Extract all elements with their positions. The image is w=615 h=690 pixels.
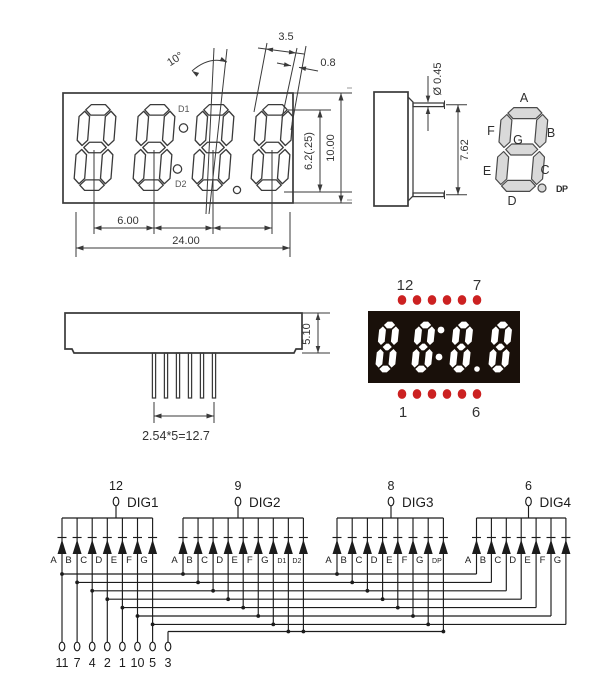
bottom-view-pin bbox=[212, 353, 215, 398]
segment-wire-label: E bbox=[524, 555, 531, 566]
junction-dot bbox=[426, 623, 430, 627]
colon-upper-label: D1 bbox=[178, 104, 190, 114]
digit-segment-b bbox=[221, 111, 234, 145]
digit-group-label: DIG2 bbox=[249, 495, 281, 510]
junction-dot bbox=[381, 597, 385, 601]
module-pin6-label: 6 bbox=[471, 404, 481, 421]
segment-label-c: C bbox=[540, 163, 550, 177]
side-view-pin-top bbox=[413, 103, 444, 107]
terminal-pin-number: 3 bbox=[164, 656, 172, 670]
overall-height-label: 10.00 bbox=[325, 134, 337, 162]
pin-pitch-label: 2.54*5=12.7 bbox=[142, 429, 210, 443]
junction-dot bbox=[90, 589, 94, 593]
led-anode-arrow bbox=[487, 540, 496, 555]
digit-common-pin-number: 6 bbox=[525, 479, 532, 493]
bottom-view-pin bbox=[188, 353, 191, 398]
terminal-pin-number: 2 bbox=[103, 656, 111, 670]
module-pin-dot bbox=[473, 295, 482, 305]
junction-dot bbox=[271, 623, 275, 627]
segment-wire-label: C bbox=[355, 555, 363, 566]
dim-arrowhead bbox=[426, 107, 431, 114]
terminal-pin-number: 10 bbox=[130, 656, 145, 670]
segment-wire-label: D2 bbox=[292, 558, 302, 565]
led-anode-arrow bbox=[103, 540, 112, 555]
led-anode-arrow bbox=[58, 540, 67, 555]
colon-lower-dot-outline bbox=[173, 165, 181, 173]
digit-segment-e bbox=[74, 150, 87, 184]
segment-wire-label: F bbox=[539, 555, 546, 566]
dim-arrowhead bbox=[456, 187, 461, 195]
dim-arrowhead bbox=[316, 313, 321, 320]
terminal-pin-number: 5 bbox=[149, 656, 157, 670]
module-bottom-pin-dots bbox=[398, 389, 482, 399]
led-anode-arrow bbox=[517, 540, 526, 555]
bottom-view-pin bbox=[164, 353, 167, 398]
digit-segment-d bbox=[256, 180, 281, 191]
led-anode-arrow bbox=[254, 540, 263, 555]
segment-wire-label: G bbox=[553, 555, 562, 566]
terminal-pin-number: 11 bbox=[55, 656, 69, 670]
module-pin-dot bbox=[458, 295, 467, 305]
dim-arrowhead bbox=[426, 96, 431, 103]
body-height-label: 5.10 bbox=[301, 323, 313, 345]
digit-common-pin-circle bbox=[526, 497, 532, 506]
digit-common-pin-number: 12 bbox=[109, 479, 123, 493]
terminal-pin-circle bbox=[165, 642, 171, 651]
digit-common-pin-circle bbox=[235, 497, 241, 506]
overall-width-label: 24.00 bbox=[172, 235, 200, 247]
module-pin-dot bbox=[413, 389, 422, 399]
side-view bbox=[347, 62, 471, 206]
circuit-diagram bbox=[50, 479, 571, 670]
led-anode-arrow bbox=[333, 540, 342, 555]
junction-dot bbox=[151, 623, 155, 627]
digit-group-label: DIG4 bbox=[539, 495, 572, 510]
terminal-pin-number: 7 bbox=[73, 656, 81, 670]
junction-dot bbox=[396, 606, 400, 610]
led-anode-arrow bbox=[472, 540, 481, 555]
junction-dot bbox=[286, 630, 290, 634]
digit-segment-f bbox=[254, 111, 267, 145]
digit-segment-f bbox=[498, 115, 512, 148]
digit-segment-c bbox=[218, 150, 231, 184]
front-view-digits bbox=[73, 105, 294, 191]
bottom-view bbox=[65, 313, 330, 443]
segment-label-a: A bbox=[519, 91, 529, 105]
segment-wire-label: D bbox=[509, 555, 517, 566]
segment-label-b: B bbox=[546, 126, 556, 140]
module-pin-dot bbox=[458, 389, 467, 399]
segment-wire-label: F bbox=[126, 555, 132, 566]
module-pin-dot bbox=[443, 389, 452, 399]
segment-wire-label: DP bbox=[432, 558, 442, 565]
digit-segment-e bbox=[251, 150, 264, 184]
junction-dot bbox=[105, 597, 109, 601]
junction-dot bbox=[256, 614, 260, 618]
seg-width-label: 3.5 bbox=[278, 31, 294, 43]
segment-wire-label: A bbox=[325, 555, 332, 566]
decimal-point-outline bbox=[233, 186, 240, 193]
junction-dot bbox=[350, 581, 354, 585]
segment-wire-label: C bbox=[201, 555, 209, 566]
bottom-view-pins bbox=[152, 353, 215, 398]
junction-dot bbox=[226, 597, 230, 601]
pin-row-pitch-label: 7.62 bbox=[459, 139, 471, 161]
digit-segment-e bbox=[133, 150, 146, 184]
digit-group-label: DIG3 bbox=[402, 495, 434, 510]
digit-segment-f bbox=[77, 111, 90, 145]
led-anode-arrow bbox=[299, 540, 308, 555]
digit-segment-a bbox=[144, 105, 169, 116]
module-pin-dot bbox=[413, 295, 422, 305]
led-anode-arrow bbox=[224, 540, 233, 555]
segment-wire-label: D bbox=[216, 555, 224, 566]
pin-diameter-label: Ø 0.45 bbox=[432, 62, 444, 96]
segment-label-f: F bbox=[487, 124, 495, 138]
bottom-view-pin bbox=[176, 353, 179, 398]
digit-segment-c bbox=[277, 150, 290, 184]
tilt-angle-label: 10° bbox=[165, 49, 186, 70]
segment-wire-label: D bbox=[370, 555, 378, 566]
segment-diagram bbox=[483, 91, 568, 208]
terminal-pin-circle bbox=[120, 642, 126, 651]
front-view-digit bbox=[73, 105, 117, 191]
module-pin7-label: 7 bbox=[472, 277, 482, 294]
digit-common-pin-number: 8 bbox=[387, 479, 395, 493]
tilt-angle-arc bbox=[192, 60, 227, 71]
junction-dot bbox=[302, 630, 306, 634]
segment-wire-label: A bbox=[171, 555, 178, 566]
side-view-body bbox=[374, 92, 408, 206]
module-top-pin-dots bbox=[398, 295, 482, 305]
segment-wire-label: F bbox=[246, 555, 253, 566]
bottom-view-body bbox=[65, 313, 302, 353]
digit-segment-f bbox=[195, 111, 208, 145]
seg-gap-ext-right bbox=[291, 46, 306, 130]
junction-dot bbox=[211, 589, 215, 593]
led-anode-arrow bbox=[439, 540, 448, 555]
segment-wire-label: E bbox=[386, 555, 393, 566]
led-anode-arrow bbox=[393, 540, 402, 555]
segment-wire-label: G bbox=[416, 555, 424, 566]
junction-dot bbox=[366, 589, 370, 593]
digit-segment-c bbox=[100, 150, 113, 184]
seg-gap-label: 0.8 bbox=[320, 57, 336, 69]
junction-dot bbox=[121, 606, 125, 610]
junction-dot bbox=[60, 572, 64, 576]
segment-wire-label: B bbox=[65, 555, 72, 566]
side-view-pin-bottom bbox=[413, 193, 444, 197]
colon-lower-label: D2 bbox=[175, 179, 187, 189]
led-anode-arrow bbox=[284, 540, 293, 555]
segment-map-body bbox=[495, 108, 549, 192]
segment-wire-label: B bbox=[186, 555, 193, 566]
dim-arrowhead bbox=[220, 57, 228, 64]
terminal-pin-circle bbox=[59, 642, 65, 651]
digit-segment-c bbox=[159, 150, 172, 184]
digit-segment-b bbox=[103, 111, 116, 145]
segment-wire-label: C bbox=[80, 555, 88, 566]
digit-height-label: 6.2(.25) bbox=[303, 132, 315, 170]
segment-wire-label: B bbox=[340, 555, 347, 566]
segment-wire-label: E bbox=[231, 555, 238, 566]
junction-dot bbox=[335, 572, 339, 576]
segment-wire-label: D bbox=[95, 555, 103, 566]
segment-wire-label: E bbox=[110, 555, 118, 566]
junction-dot bbox=[411, 614, 415, 618]
module-colon-upper bbox=[438, 327, 445, 334]
digit-segment-a bbox=[85, 105, 110, 116]
led-anode-arrow bbox=[118, 540, 127, 555]
dim-arrowhead bbox=[191, 69, 199, 77]
module-pin-dot bbox=[428, 295, 437, 305]
segment-wire-label: C bbox=[494, 555, 502, 566]
digit-segment-d bbox=[79, 180, 104, 191]
digit-segment-f bbox=[136, 111, 149, 145]
junction-dot bbox=[196, 581, 200, 585]
led-anode-arrow bbox=[502, 540, 511, 555]
module-pin12-label: 12 bbox=[396, 277, 414, 294]
led-anode-arrow bbox=[547, 540, 556, 555]
colon-upper-dot-outline bbox=[179, 124, 187, 132]
terminal-pin-number: 4 bbox=[88, 656, 96, 670]
segment-wire-label: A bbox=[50, 555, 57, 566]
digit-common-pin-circle bbox=[388, 497, 394, 506]
bottom-view-pin bbox=[200, 353, 203, 398]
led-anode-arrow bbox=[363, 540, 372, 555]
junction-dot bbox=[75, 581, 79, 585]
digit-pitch-label: 6.00 bbox=[117, 215, 139, 227]
junction-dot bbox=[442, 630, 446, 634]
module-pin-dot bbox=[473, 389, 482, 399]
led-anode-arrow bbox=[88, 540, 97, 555]
led-anode-arrow bbox=[409, 540, 418, 555]
terminal-pin-circle bbox=[89, 642, 95, 651]
led-anode-arrow bbox=[269, 540, 278, 555]
led-anode-arrow bbox=[378, 540, 387, 555]
segment-label-d: D bbox=[507, 194, 517, 208]
segment-label-g: G bbox=[513, 133, 523, 147]
front-view bbox=[63, 31, 352, 257]
segment-wire-label: G bbox=[140, 555, 148, 566]
segment-map-dp-dot bbox=[538, 184, 546, 192]
module-decimal-point bbox=[474, 366, 480, 372]
led-anode-arrow bbox=[239, 540, 248, 555]
led-anode-arrow bbox=[73, 540, 82, 555]
terminal-pin-circle bbox=[74, 642, 80, 651]
led-anode-arrow bbox=[194, 540, 203, 555]
digit-segment-e bbox=[495, 152, 509, 185]
junction-dot bbox=[181, 572, 185, 576]
digit-segment-b bbox=[162, 111, 175, 145]
led-anode-arrow bbox=[561, 540, 570, 555]
bottom-view-pin bbox=[152, 353, 155, 398]
digit-common-pin-number: 9 bbox=[234, 479, 242, 493]
module-pin-dot bbox=[443, 295, 452, 305]
terminal-pin-circle bbox=[150, 642, 156, 651]
dim-arrowhead bbox=[456, 105, 461, 113]
led-anode-arrow bbox=[532, 540, 541, 555]
segment-label-dp: DP bbox=[556, 184, 568, 194]
digit-segment-a bbox=[203, 105, 228, 116]
led-anode-arrow bbox=[209, 540, 218, 555]
digit-segment-g bbox=[83, 142, 106, 153]
seg-width-ext-left bbox=[254, 43, 267, 112]
digit-segment-a bbox=[507, 108, 542, 119]
terminal-pin-number: 1 bbox=[118, 656, 126, 670]
digit-segment-d bbox=[197, 180, 222, 191]
dim-arrowhead bbox=[316, 346, 321, 353]
junction-dot bbox=[241, 606, 245, 610]
module-pin-dot bbox=[398, 295, 407, 305]
terminal-pin-circle bbox=[135, 642, 141, 651]
segment-map-digit bbox=[495, 108, 549, 192]
digit-segment-d bbox=[501, 180, 536, 191]
segment-wire-label: A bbox=[464, 555, 472, 566]
segment-wire-label: G bbox=[261, 555, 269, 566]
led-anode-arrow bbox=[348, 540, 357, 555]
terminal-pin-circle bbox=[105, 642, 111, 651]
digit-segment-e bbox=[192, 150, 205, 184]
led-anode-arrow bbox=[424, 540, 433, 555]
segment-wire-label: D1 bbox=[277, 558, 287, 565]
display-module bbox=[368, 277, 520, 421]
module-pin-dot bbox=[428, 389, 437, 399]
module-colon-lower bbox=[436, 354, 443, 361]
dim-arrowhead bbox=[154, 414, 162, 419]
digit-group-label: DIG1 bbox=[127, 495, 159, 510]
segment-label-e: E bbox=[482, 164, 492, 178]
digit-common-pin-circle bbox=[113, 497, 119, 506]
led-anode-arrow bbox=[133, 540, 142, 555]
junction-dot bbox=[136, 614, 140, 618]
led-anode-arrow bbox=[148, 540, 157, 555]
module-pin-dot bbox=[398, 389, 407, 399]
segment-wire-label: B bbox=[479, 555, 487, 566]
dim-arrowhead bbox=[207, 414, 215, 419]
digit-segment-d bbox=[138, 180, 163, 191]
led-anode-arrow bbox=[179, 540, 188, 555]
segment-wire-label: F bbox=[401, 555, 408, 566]
module-pin1-label: 1 bbox=[398, 404, 408, 421]
